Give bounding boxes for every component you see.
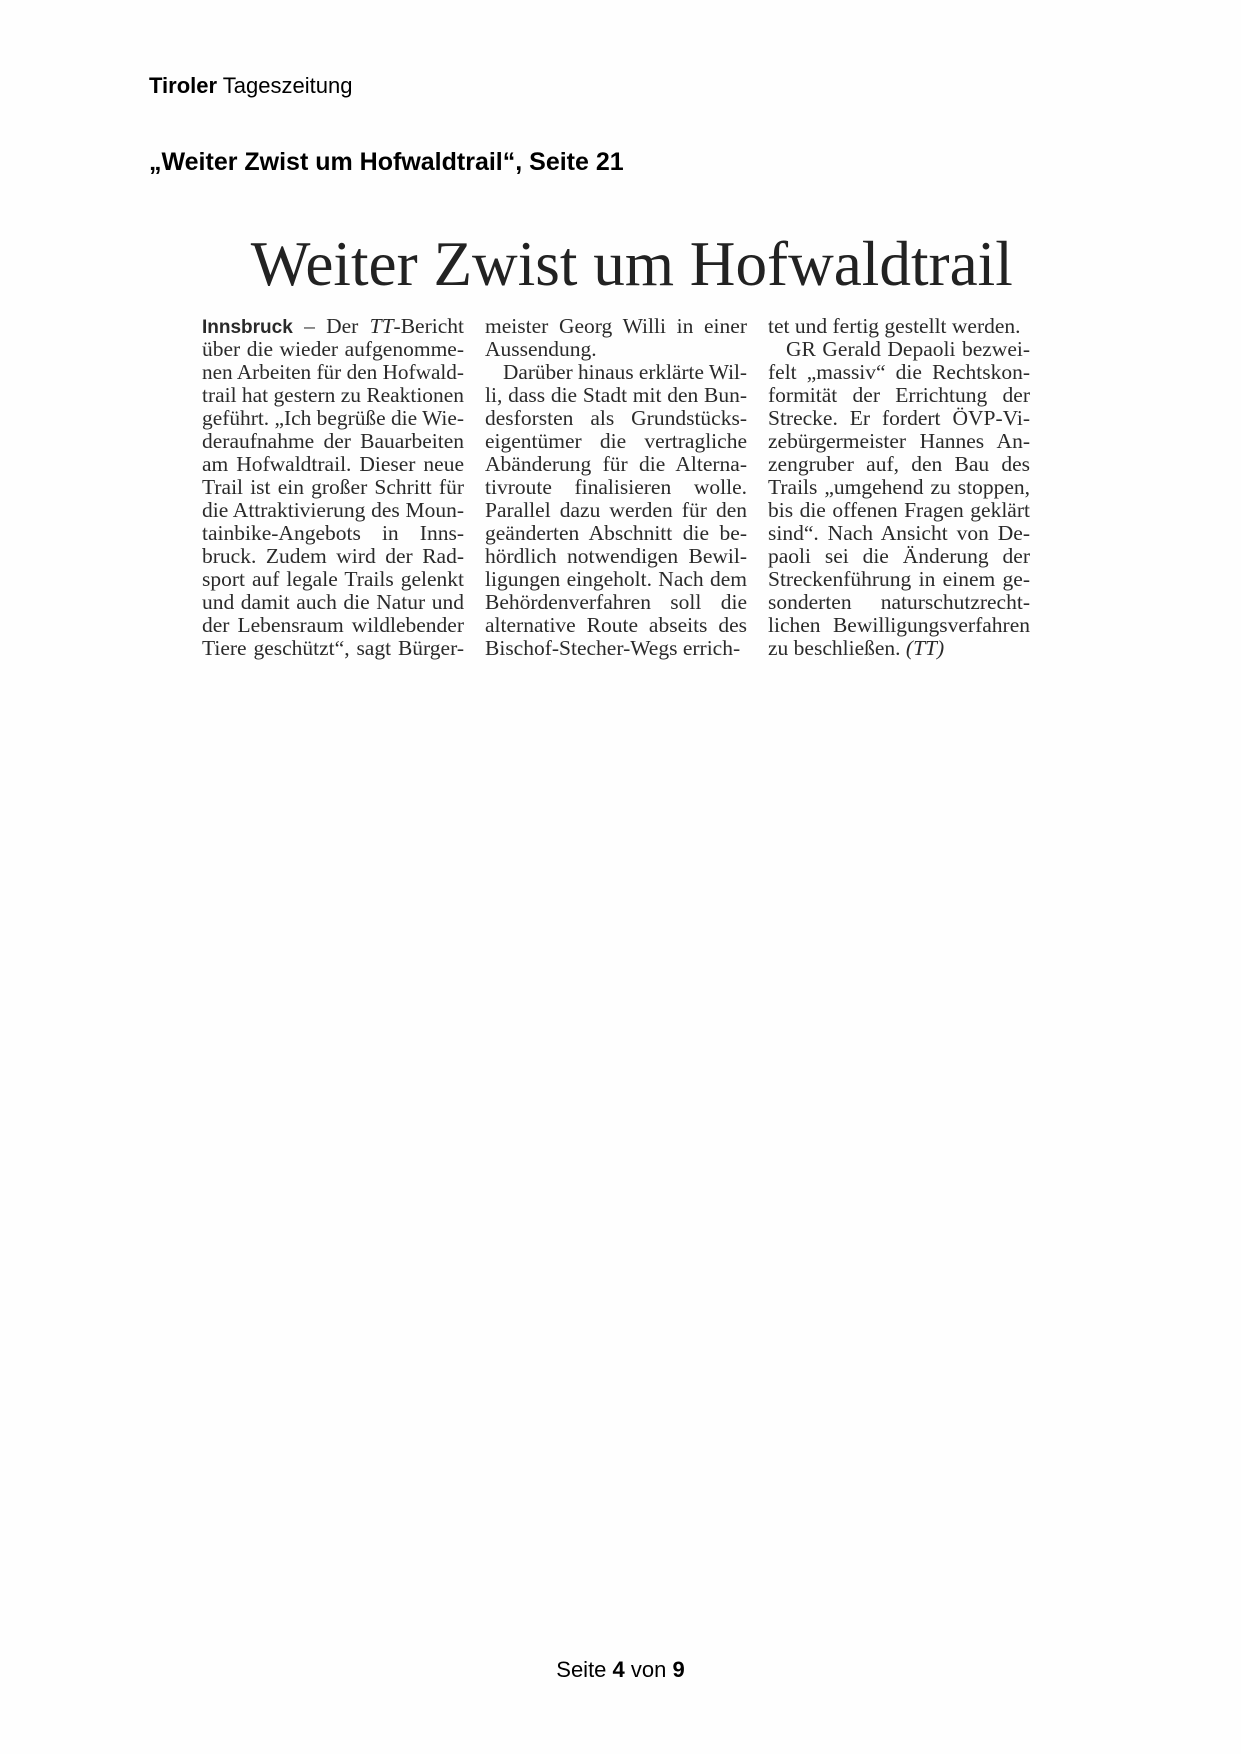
article-line xyxy=(768,591,1030,614)
article-line-content xyxy=(202,476,464,499)
article-line xyxy=(485,568,747,591)
article-line xyxy=(202,476,464,499)
article-line-text: desforsten als Grundstücks- xyxy=(485,406,747,430)
article-line-text: der Lebensraum wildlebender xyxy=(202,613,464,637)
article-line xyxy=(202,361,464,384)
dateline-dash: – Der xyxy=(292,314,370,338)
article-line xyxy=(768,361,1030,384)
article-line-content xyxy=(202,361,464,384)
article-line-text: Tiere geschützt“, sagt Bürger- xyxy=(202,636,464,660)
article-line xyxy=(768,499,1030,522)
article-line xyxy=(768,545,1030,568)
article-line-text: sonderten naturschutzrecht- xyxy=(768,590,1030,614)
article-line-content xyxy=(768,476,1030,499)
article-line xyxy=(485,315,747,338)
article-line xyxy=(768,384,1030,407)
article-line-content xyxy=(768,591,1030,614)
article-line-content xyxy=(202,407,464,430)
article-line-text: Behördenverfahren soll die xyxy=(485,590,747,614)
article-line-text: ligungen eingeholt. Nach dem xyxy=(485,567,747,591)
article-headline: Weiter Zwist um Hofwaldtrail xyxy=(250,228,1013,299)
article-line xyxy=(768,430,1030,453)
article-line xyxy=(768,637,1030,660)
publication-name-rest: Tageszeitung xyxy=(222,73,353,98)
article-line-content xyxy=(768,384,1030,407)
article-line xyxy=(768,568,1030,591)
article-line-content xyxy=(202,614,464,637)
article-line-text: Aussendung. xyxy=(485,337,597,361)
article-line xyxy=(202,614,464,637)
article-line xyxy=(768,476,1030,499)
article-line-text: Parallel dazu werden für den xyxy=(485,498,747,522)
article-line-text: die Attraktivierung des Moun- xyxy=(202,498,464,522)
article-column-2 xyxy=(485,315,747,660)
article-line-text: lichen Bewilligungsverfahren xyxy=(768,613,1030,637)
article-line xyxy=(485,614,747,637)
total-pages: 9 xyxy=(672,1657,685,1682)
article-line-text: felt „massiv“ die Rechtskon- xyxy=(768,360,1030,384)
article-line-content xyxy=(485,499,747,522)
article-line-content xyxy=(503,361,747,384)
article-line-text: Trails „umgehend zu stoppen, xyxy=(768,475,1030,499)
article-line xyxy=(202,407,464,430)
article-line-content xyxy=(768,453,1030,476)
article-line-content xyxy=(485,407,747,430)
article-line xyxy=(202,430,464,453)
article-line-text: zu beschließen. xyxy=(768,636,906,660)
article-line-content xyxy=(485,637,740,660)
footer-middle: von xyxy=(624,1657,673,1682)
article-line-text: meister Georg Willi in einer xyxy=(485,314,747,338)
article-line-content xyxy=(485,453,747,476)
article-line-text: tainbike-Angebots in Inns- xyxy=(202,521,464,545)
article-line-content xyxy=(485,568,747,591)
publication-name-bold: Tiroler xyxy=(149,73,218,98)
first-line-rest: -Bericht xyxy=(393,314,464,338)
tt-italic: TT xyxy=(369,314,394,338)
article-line xyxy=(485,591,747,614)
article-line-content xyxy=(768,522,1030,545)
article-line-content xyxy=(768,430,1030,453)
article-line-text: Strecke. Er fordert ÖVP-Vi- xyxy=(768,406,1030,430)
article-line xyxy=(485,545,747,568)
article-line xyxy=(485,476,747,499)
article-line xyxy=(485,407,747,430)
article-line xyxy=(485,637,747,660)
article-line-text: zebürgermeister Hannes An- xyxy=(768,429,1030,453)
article-line-text: hördlich notwendigen Bewil- xyxy=(485,544,747,568)
article-line-content xyxy=(768,315,1021,338)
article-line-content xyxy=(485,384,747,407)
article-first-line xyxy=(202,315,464,338)
article-line-text: Trail ist ein großer Schritt für xyxy=(202,475,464,499)
article-line xyxy=(202,453,464,476)
article-line-text: formität der Errichtung der xyxy=(768,383,1030,407)
article-line-content xyxy=(202,522,464,545)
article-line-text: geführt. „Ich begrüße die Wie- xyxy=(202,406,464,430)
article-line xyxy=(202,522,464,545)
article-line-text: nen Arbeiten für den Hofwald- xyxy=(202,360,464,384)
article-line xyxy=(202,637,464,660)
article-line-text: bruck. Zudem wird der Rad- xyxy=(202,544,464,568)
article-line xyxy=(202,384,464,407)
article-line-content xyxy=(485,545,747,568)
article-line-text: Streckenführung in einem ge- xyxy=(768,567,1030,591)
article-line-content xyxy=(768,361,1030,384)
article-line xyxy=(202,499,464,522)
article-line-text: Abänderung für die Alterna- xyxy=(485,452,747,476)
first-line-content xyxy=(202,315,464,339)
article-line xyxy=(485,430,747,453)
article-line-content xyxy=(202,384,464,407)
article-line-content xyxy=(768,637,944,660)
article-line-text: paoli sei die Änderung der xyxy=(768,544,1030,568)
article-line xyxy=(485,361,747,384)
article-line xyxy=(485,384,747,407)
footer-prefix: Seite xyxy=(556,1657,613,1682)
article-line xyxy=(202,338,464,361)
article-line-content xyxy=(202,338,464,361)
article-column-3 xyxy=(768,315,1030,660)
article-line xyxy=(485,453,747,476)
article-line xyxy=(768,522,1030,545)
dateline: Innsbruck xyxy=(202,317,293,338)
article-line-content xyxy=(202,430,464,453)
article-line-text: deraufnahme der Bauarbeiten xyxy=(202,429,464,453)
article-line-content xyxy=(485,430,747,453)
article-line-text: sport auf legale Trails gelenkt xyxy=(202,567,464,591)
article-line xyxy=(202,591,464,614)
article-signature: (TT) xyxy=(905,636,945,660)
article-line-text: trail hat gestern zu Reaktionen xyxy=(202,383,464,407)
article-line-content xyxy=(485,476,747,499)
page-footer xyxy=(0,1657,1241,1683)
article-line-content xyxy=(768,545,1030,568)
article-line-content xyxy=(202,591,464,614)
article-line-content xyxy=(202,499,464,522)
article-line-text: eigentümer die vertragliche xyxy=(485,429,747,453)
article-line-text: geänderten Abschnitt die be- xyxy=(485,521,747,545)
article-line xyxy=(768,315,1030,338)
article-headline-container xyxy=(246,226,1013,302)
article-line-content xyxy=(485,614,747,637)
article-line-content xyxy=(768,568,1030,591)
article-line-text: tet und fertig gestellt werden. xyxy=(768,314,1021,338)
article-line-text: bis die offenen Fragen geklärt xyxy=(768,498,1030,522)
article-line-text: tivroute finalisieren wolle. xyxy=(485,475,747,499)
article-line-text: zengruber auf, den Bau des xyxy=(768,452,1030,476)
article-line xyxy=(485,338,747,361)
article-line-content xyxy=(202,637,464,660)
article-line-content xyxy=(768,499,1030,522)
current-page: 4 xyxy=(612,1657,625,1682)
article-line-text: und damit auch die Natur und xyxy=(202,590,464,614)
article-line-text: alternative Route abseits des xyxy=(485,613,747,637)
article-line-content xyxy=(768,407,1030,430)
article-line-content xyxy=(485,522,747,545)
article-line-text: Darüber hinaus erklärte Wil- xyxy=(503,360,747,384)
article-line-text: Bischof-Stecher-Wegs errich- xyxy=(485,636,741,660)
article-line xyxy=(768,453,1030,476)
article-line-content xyxy=(202,545,464,568)
article-line xyxy=(768,614,1030,637)
article-line-text: li, dass die Stadt mit den Bun- xyxy=(485,383,747,407)
article-line xyxy=(202,545,464,568)
article-line-content xyxy=(202,453,464,476)
article-line-text: sind“. Nach Ansicht von De- xyxy=(768,521,1030,545)
article-column-1 xyxy=(202,315,464,660)
document-title: „Weiter Zwist um Hofwaldtrail“, Seite 21 xyxy=(149,148,624,176)
article-line-text: am Hofwaldtrail. Dieser neue xyxy=(202,452,464,476)
article-line-text: GR Gerald Depaoli bezwei- xyxy=(786,337,1030,361)
article-line-content xyxy=(485,315,747,338)
article-line-content xyxy=(485,591,747,614)
article-line xyxy=(768,338,1030,361)
article-line-content xyxy=(202,568,464,591)
article-line-content xyxy=(485,338,597,361)
article-line xyxy=(768,407,1030,430)
article-line xyxy=(202,568,464,591)
article-line xyxy=(485,499,747,522)
article-line xyxy=(485,522,747,545)
article-line-text: über die wieder aufgenomme- xyxy=(202,337,464,361)
article-line-content xyxy=(786,338,1030,361)
article-line-content xyxy=(768,614,1030,637)
publication-header xyxy=(149,73,352,99)
